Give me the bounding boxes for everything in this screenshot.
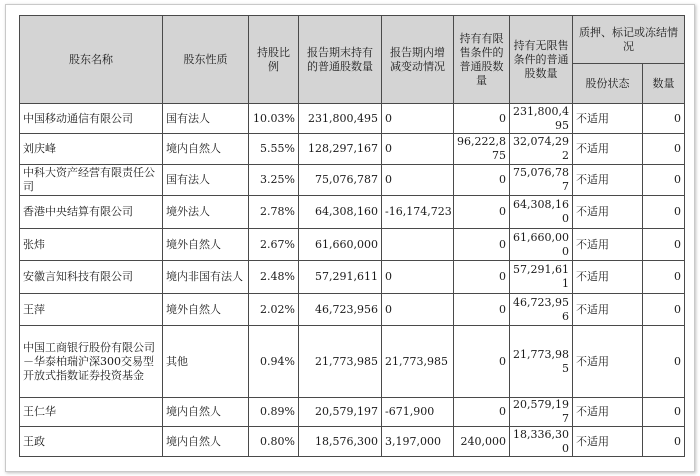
restricted-shares: 240,000 bbox=[454, 427, 510, 457]
holder-name: 刘庆峰 bbox=[20, 134, 163, 165]
change: 0 bbox=[382, 165, 454, 196]
period-end-shares: 20,579,197 bbox=[299, 398, 382, 427]
pledge-qty: 0 bbox=[643, 229, 685, 261]
restricted-shares: 0 bbox=[454, 229, 510, 261]
pledge-qty: 0 bbox=[643, 398, 685, 427]
share-status: 不适用 bbox=[573, 427, 643, 457]
change: 0 bbox=[382, 261, 454, 294]
share-status: 不适用 bbox=[573, 229, 643, 261]
period-end-shares: 46,723,956 bbox=[299, 294, 382, 326]
share-ratio: 5.55% bbox=[249, 134, 299, 165]
share-ratio: 2.48% bbox=[249, 261, 299, 294]
period-end-shares: 64,308,160 bbox=[299, 196, 382, 229]
share-status: 不适用 bbox=[573, 398, 643, 427]
share-ratio: 2.02% bbox=[249, 294, 299, 326]
share-status: 不适用 bbox=[573, 165, 643, 196]
pledge-qty: 0 bbox=[643, 165, 685, 196]
header-period-end-shares: 报告期末持有的普通股数量 bbox=[299, 16, 382, 104]
table-row bbox=[20, 261, 685, 294]
period-end-shares: 128,297,167 bbox=[299, 134, 382, 165]
change: -16,174,723 bbox=[382, 196, 454, 229]
header-change: 报告期内增减变动情况 bbox=[382, 16, 454, 104]
share-ratio: 0.80% bbox=[249, 427, 299, 457]
share-ratio: 0.94% bbox=[249, 326, 299, 398]
holder-type: 境内自然人 bbox=[163, 398, 249, 427]
unrestricted-shares: 21,773,985 bbox=[510, 326, 573, 398]
pledge-qty: 0 bbox=[643, 196, 685, 229]
period-end-shares: 57,291,611 bbox=[299, 261, 382, 294]
unrestricted-shares: 64,308,160 bbox=[510, 196, 573, 229]
table-row bbox=[20, 326, 685, 398]
table-row bbox=[20, 427, 685, 457]
change: 21,773,985 bbox=[382, 326, 454, 398]
unrestricted-shares: 75,076,787 bbox=[510, 165, 573, 196]
restricted-shares: 0 bbox=[454, 294, 510, 326]
share-status: 不适用 bbox=[573, 294, 643, 326]
header-share-status: 股份状态 bbox=[573, 64, 643, 104]
table-row bbox=[20, 134, 685, 165]
pledge-qty: 0 bbox=[643, 427, 685, 457]
period-end-shares: 61,660,000 bbox=[299, 229, 382, 261]
table-row bbox=[20, 165, 685, 196]
pledge-qty: 0 bbox=[643, 134, 685, 165]
change bbox=[382, 229, 454, 261]
period-end-shares: 21,773,985 bbox=[299, 326, 382, 398]
holder-type: 境内非国有法人 bbox=[163, 261, 249, 294]
holder-type: 境内自然人 bbox=[163, 427, 249, 457]
unrestricted-shares: 61,660,000 bbox=[510, 229, 573, 261]
share-ratio: 0.89% bbox=[249, 398, 299, 427]
holder-name: 香港中央结算有限公司 bbox=[20, 196, 163, 229]
table-row bbox=[20, 398, 685, 427]
header-pledge-qty: 数量 bbox=[643, 64, 685, 104]
table-row bbox=[20, 104, 685, 134]
period-end-shares: 75,076,787 bbox=[299, 165, 382, 196]
unrestricted-shares: 231,800,495 bbox=[510, 104, 573, 134]
share-ratio: 10.03% bbox=[249, 104, 299, 134]
holder-type: 境外自然人 bbox=[163, 294, 249, 326]
restricted-shares: 0 bbox=[454, 104, 510, 134]
change: 0 bbox=[382, 294, 454, 326]
restricted-shares: 96,222,875 bbox=[454, 134, 510, 165]
pledge-qty: 0 bbox=[643, 294, 685, 326]
holder-name: 中科大资产经营有限责任公司 bbox=[20, 165, 163, 196]
unrestricted-shares: 46,723,956 bbox=[510, 294, 573, 326]
holder-type: 其他 bbox=[163, 326, 249, 398]
share-status: 不适用 bbox=[573, 261, 643, 294]
restricted-shares: 0 bbox=[454, 196, 510, 229]
header-pledge-group: 质押、标记或冻结情况 bbox=[573, 16, 685, 64]
header-holder-type: 股东性质 bbox=[163, 16, 249, 104]
restricted-shares: 0 bbox=[454, 398, 510, 427]
period-end-shares: 231,800,495 bbox=[299, 104, 382, 134]
pledge-qty: 0 bbox=[643, 326, 685, 398]
holder-type: 国有法人 bbox=[163, 165, 249, 196]
share-ratio: 3.25% bbox=[249, 165, 299, 196]
change: 0 bbox=[382, 104, 454, 134]
unrestricted-shares: 20,579,197 bbox=[510, 398, 573, 427]
change: 3,197,000 bbox=[382, 427, 454, 457]
period-end-shares: 18,576,300 bbox=[299, 427, 382, 457]
table-row bbox=[20, 294, 685, 326]
header-restricted: 持有有限售条件的普通股数量 bbox=[454, 16, 510, 104]
holder-name: 王政 bbox=[20, 427, 163, 457]
header-holder-name: 股东名称 bbox=[20, 16, 163, 104]
share-ratio: 2.67% bbox=[249, 229, 299, 261]
restricted-shares: 0 bbox=[454, 326, 510, 398]
holder-name: 中国移动通信有限公司 bbox=[20, 104, 163, 134]
holder-name: 中国工商银行股份有限公司－华泰柏瑞沪深300交易型开放式指数证券投资基金 bbox=[20, 326, 163, 398]
unrestricted-shares: 57,291,611 bbox=[510, 261, 573, 294]
share-status: 不适用 bbox=[573, 196, 643, 229]
share-status: 不适用 bbox=[573, 326, 643, 398]
holder-name: 王萍 bbox=[20, 294, 163, 326]
change: 0 bbox=[382, 134, 454, 165]
restricted-shares: 0 bbox=[454, 165, 510, 196]
shareholder-table bbox=[19, 15, 685, 457]
holder-type: 境外法人 bbox=[163, 196, 249, 229]
header-unrestricted: 持有无限售条件的普通股数量 bbox=[510, 16, 573, 104]
holder-name: 王仁华 bbox=[20, 398, 163, 427]
share-ratio: 2.78% bbox=[249, 196, 299, 229]
pledge-qty: 0 bbox=[643, 104, 685, 134]
holder-name: 张炜 bbox=[20, 229, 163, 261]
holder-type: 境外自然人 bbox=[163, 229, 249, 261]
header-share-ratio: 持股比例 bbox=[249, 16, 299, 104]
table-row bbox=[20, 196, 685, 229]
unrestricted-shares: 18,336,300 bbox=[510, 427, 573, 457]
holder-type: 境内自然人 bbox=[163, 134, 249, 165]
pledge-qty: 0 bbox=[643, 261, 685, 294]
unrestricted-shares: 32,074,292 bbox=[510, 134, 573, 165]
holder-name: 安徽言知科技有限公司 bbox=[20, 261, 163, 294]
share-status: 不适用 bbox=[573, 104, 643, 134]
restricted-shares: 0 bbox=[454, 261, 510, 294]
share-status: 不适用 bbox=[573, 134, 643, 165]
holder-type: 国有法人 bbox=[163, 104, 249, 134]
table-row bbox=[20, 229, 685, 261]
change: -671,900 bbox=[382, 398, 454, 427]
